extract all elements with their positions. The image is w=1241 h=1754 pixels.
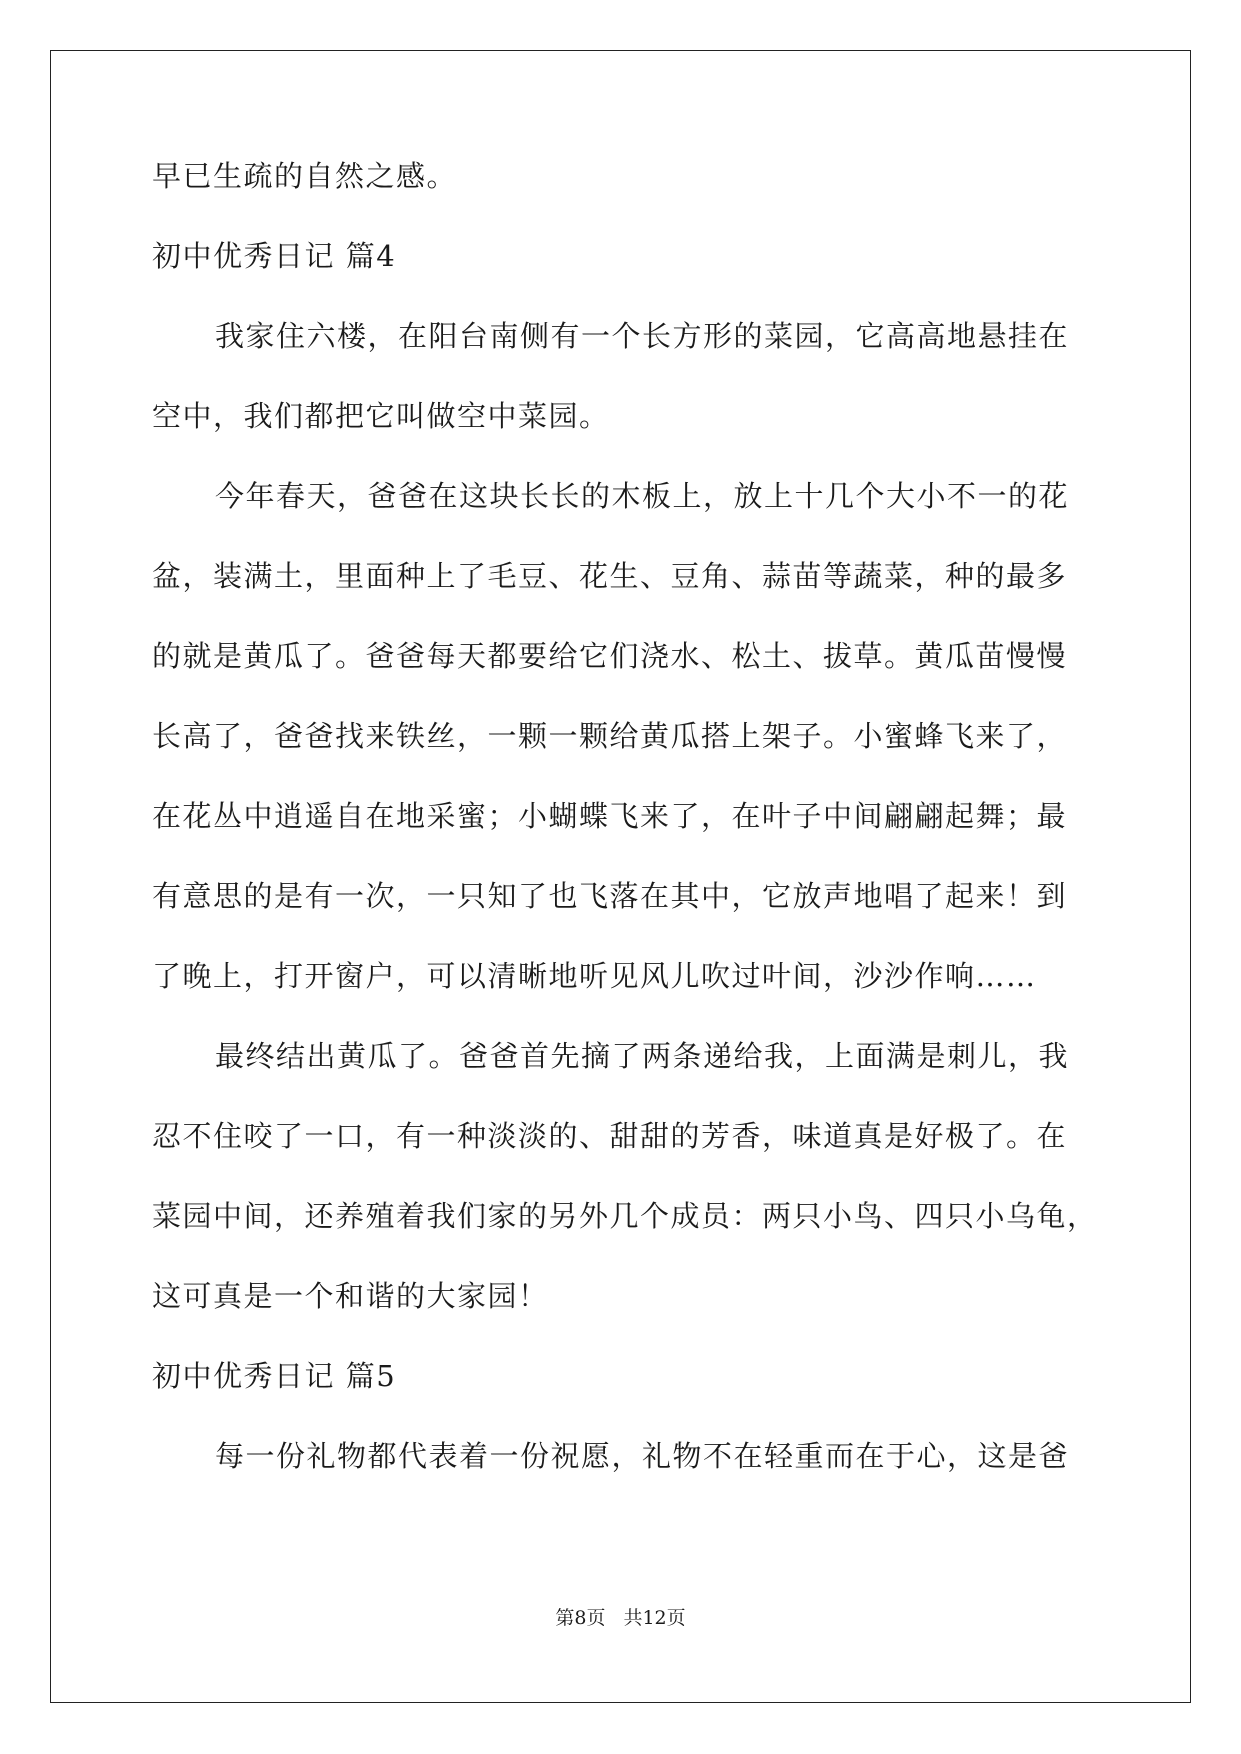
text-line: 长高了，爸爸找来铁丝，一颗一颗给黄瓜搭上架子。小蜜蜂飞来了，: [152, 719, 1068, 753]
paragraph-start: 我家住六楼，在阳台南侧有一个长方形的菜园，它高高地悬挂在: [215, 319, 1070, 353]
section-heading: 初中优秀日记 篇4: [152, 239, 397, 273]
paragraph-start: 最终结出黄瓜了。爸爸首先摘了两条递给我，上面满是刺儿，我: [215, 1039, 1070, 1073]
text-line: 菜园中间，还养殖着我们家的另外几个成员：两只小鸟、四只小乌龟，: [152, 1199, 1098, 1233]
text-line: 早已生疏的自然之感。: [152, 159, 458, 193]
section-heading: 初中优秀日记 篇5: [152, 1359, 397, 1393]
page-number: 第8页: [555, 1607, 606, 1629]
text-line: 了晚上，打开窗户，可以清晰地听见风儿吹过叶间，沙沙作响……: [152, 959, 1037, 993]
paragraph-start: 今年春天，爸爸在这块长长的木板上，放上十几个大小不一的花: [215, 479, 1070, 513]
text-line: 有意思的是有一次，一只知了也飞落在其中，它放声地唱了起来！到: [152, 879, 1068, 913]
document-body: [152, 160, 1096, 1520]
page-footer: [0, 1603, 1241, 1630]
text-line: 这可真是一个和谐的大家园！: [152, 1279, 549, 1313]
text-line: 空中，我们都把它叫做空中菜园。: [152, 399, 610, 433]
text-line: 的就是黄瓜了。爸爸每天都要给它们浇水、松土、拔草。黄瓜苗慢慢: [152, 639, 1068, 673]
page-total: 共12页: [623, 1607, 686, 1629]
text-line: 盆，装满土，里面种上了毛豆、花生、豆角、蒜苗等蔬菜，种的最多: [152, 559, 1068, 593]
paragraph-start: 每一份礼物都代表着一份祝愿，礼物不在轻重而在于心，这是爸: [215, 1439, 1070, 1473]
text-line: 在花丛中逍遥自在地采蜜；小蝴蝶飞来了，在叶子中间翩翩起舞；最: [152, 799, 1068, 833]
text-line: 忍不住咬了一口，有一种淡淡的、甜甜的芳香，味道真是好极了。在: [152, 1119, 1068, 1153]
